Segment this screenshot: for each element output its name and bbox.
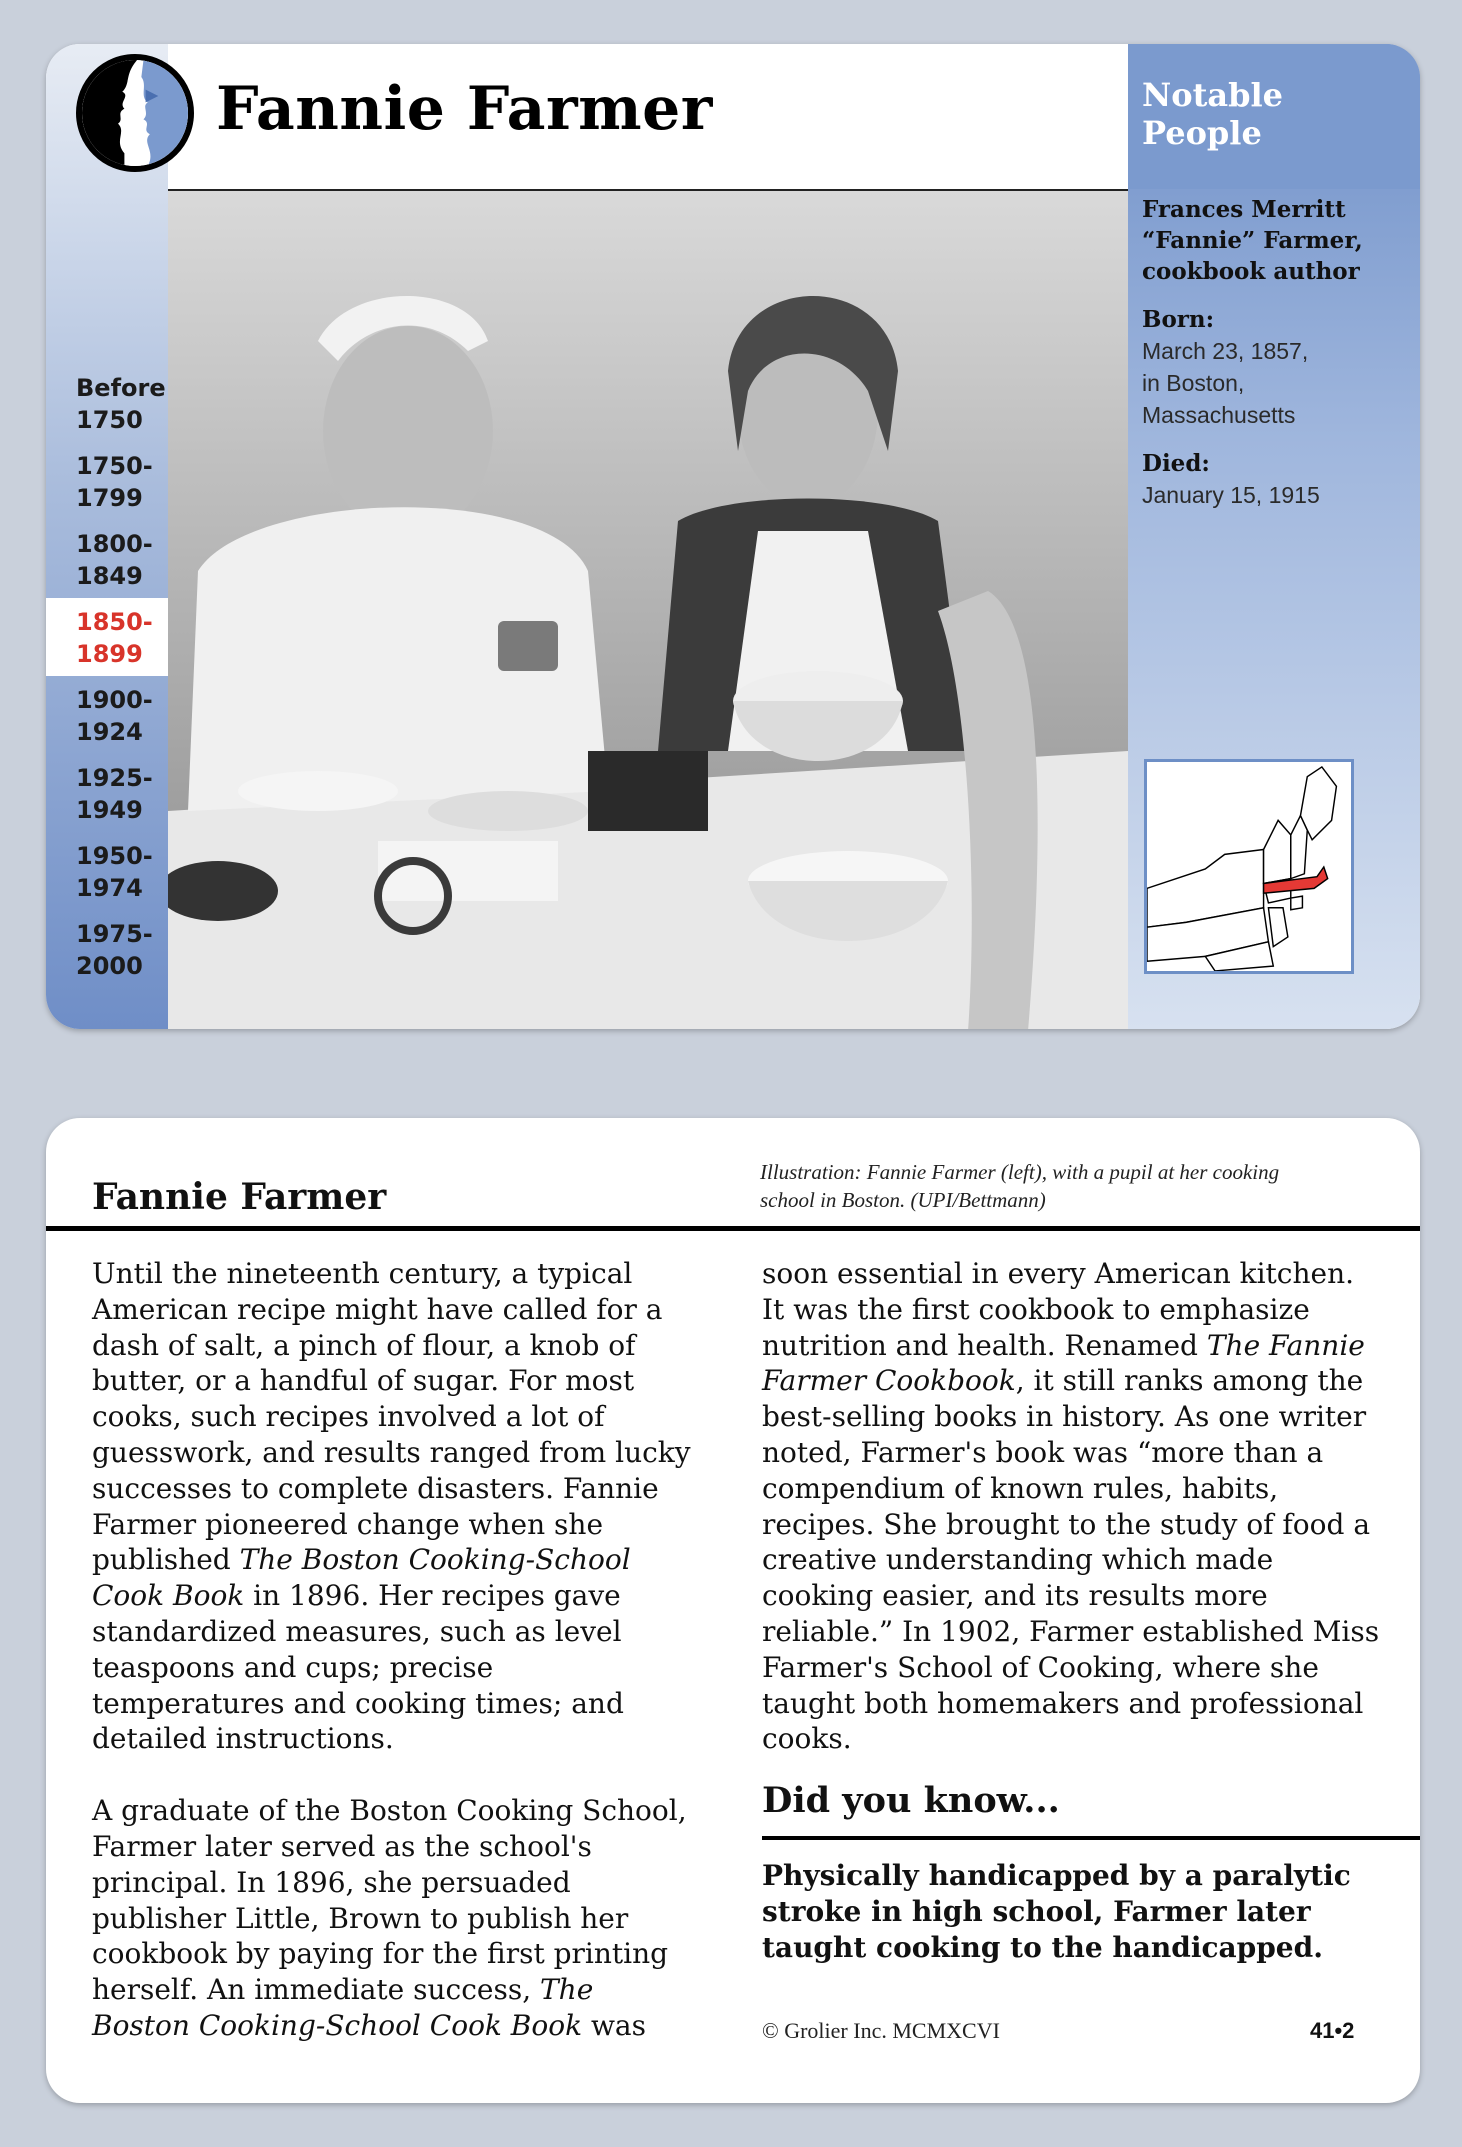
died-value: January 15, 1915 [1142,482,1320,508]
back-title: Fannie Farmer [92,1176,387,1218]
era-6: 1950- 1974 [76,842,153,902]
era-1: 1750- 1799 [76,452,153,512]
era-3-active: 1850- 1899 [46,598,168,676]
era-2: 1800- 1849 [76,530,153,590]
paragraph-2 [92,1793,692,2044]
paragraph-3 [762,1256,1382,1757]
did-you-know-rule [762,1836,1420,1840]
era-timeline [46,364,168,988]
profile-logo-icon [76,54,194,172]
died-label: Died: [1142,450,1210,477]
photo-caption [760,1158,1320,1214]
born-value: March 23, 1857, in Boston, Massachusetts [1142,338,1309,428]
book-title: The Boston Cooking-School Cook Book [92,1543,631,1613]
bio-details [1142,190,1412,511]
full-name: Frances Merritt “Fannie” Farmer, cookbook author [1142,196,1363,285]
back-card [46,1118,1420,2103]
born-label: Born: [1142,306,1215,333]
era-5: 1925- 1949 [76,764,153,824]
title-rule [46,1226,1420,1231]
card-title: Fannie Farmer [216,74,713,144]
front-card [46,44,1420,1029]
era-0: Before 1750 [76,374,166,434]
category-label: Notable People [1142,76,1283,152]
p1-text-a: Until the nineteenth century, a typical American recipe might have called for a dash of salt, a pinch of flour, a knob of butter, or a handful of sugar. For most cooks, such recipes involved a lot of guesswork, and results ranged from lucky successes to complete disasters. Fannie Farmer pioneered change when she published [92,1257,691,1577]
p3-text-a: soon essential in every American kitchen. It was the first cookbook to emphasize nutrition and health. Renamed [762,1257,1355,1362]
did-you-know-text: Physically handicapped by a paralytic stroke in high school, Farmer later taught cooking to the handicapped. [762,1859,1351,1964]
era-4: 1900- 1924 [76,686,153,746]
book-title: The Boston Cooking-School Cook Book [92,1973,594,2042]
caption-prefix: Illustration: [760,1160,867,1184]
card-number: 41•2 [1310,2018,1355,2043]
p2-text-b: was [582,2008,646,2042]
copyright: © Grolier Inc. MCMXCVI [762,2018,1000,2043]
body-column-right [762,1256,1382,1793]
p2-text-a: A graduate of the Boston Cooking School, Farmer later served as the school's principal. In 1896, she persuaded publisher Little, Brown to publish her cookbook by paying for the first printing herself. An immediate success, [92,1794,687,2007]
paragraph-1 [92,1256,692,1757]
body-column-left [92,1256,692,2080]
did-you-know-heading: Did you know... [762,1780,1060,1821]
historical-photo [168,189,1128,1029]
p3-text-b: , it still ranks among the best-selling books in history. As one writer noted, Farmer's book was “more than a compendium of known rules, habits, recipes. She brought to the study of food a creative understanding which made cooking easier, and its results more reliable.” In 1902, Farmer established Miss Farmer's School of Cooking, where she taught both homemakers and professional cooks. [762,1364,1380,1756]
book-title: The Fannie Farmer Cookbook [762,1328,1365,1398]
northeast-us-map [1144,759,1354,974]
caption-text: Fannie Farmer (left), with a pupil at her cooking school in Boston. (UPI/Bettmann) [760,1160,1280,1212]
era-7: 1975- 2000 [76,920,153,980]
p1-text-b: in 1896. Her recipes gave standardized measures, such as level teaspoons and cups; precise temperatures and cooking times; and detailed instructions. [92,1579,624,1756]
category-header [1128,44,1420,189]
